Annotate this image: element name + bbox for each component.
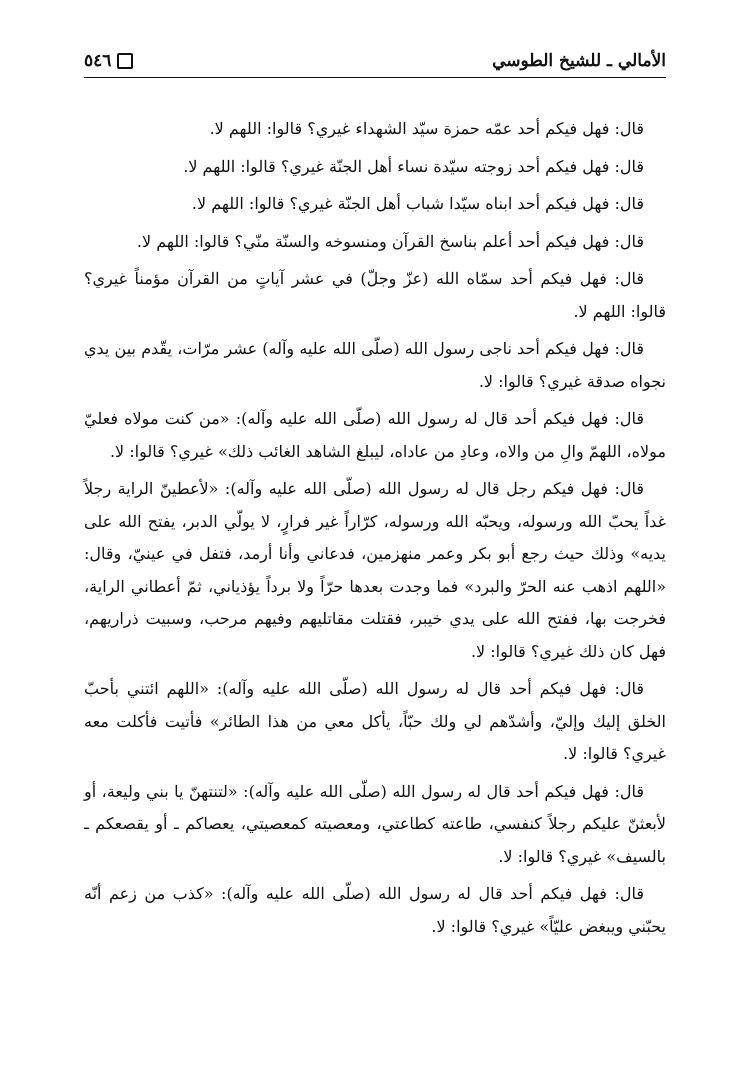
page-number-group xyxy=(84,50,133,72)
paragraph: قال: فهل فيكم أحد قال له رسول الله (صلّى الله عليه وآله): «لتنتهنّ يا بني وليعة، أو لأبعثنّ عليكم رجلاً كنفسي، طاعته كطاعتي، ومعصيته كمعصيتي، يعصاكم ـ أو يقصعكم ـ بالسيف» غيري؟ قالوا: لا. xyxy=(84,781,666,866)
paragraph: قال: فهل فيكم أحد قال له رسول الله (صلّى الله عليه وآله): «كذب من زعم أنّه يحبّني ويبغض عليّاً» غيري؟ قالوا: لا. xyxy=(84,884,666,936)
page-number: ٥٤٦ xyxy=(84,51,112,71)
paragraph: قال: فهل فيكم أحد ابناه سيّدا شباب أهل الجنّة غيري؟ قالوا: اللهم لا. xyxy=(191,194,644,213)
paragraph: قال: فهل فيكم أحد عمّه حمزة سيّد الشهداء غيري؟ قالوا: اللهم لا. xyxy=(209,119,644,138)
running-header xyxy=(84,44,666,78)
paragraph: قال: فهل فيكم أحد سمّاه الله (عزّ وجلّ) في عشر آياتٍ من القرآن مؤمناً غيري؟ قالوا: اللهم لا. xyxy=(84,269,666,321)
paragraph: قال: فهل فيكم أحد زوجته سيّدة نساء أهل الجنّة غيري؟ قالوا: اللهم لا. xyxy=(183,156,644,176)
header-divider xyxy=(84,77,666,78)
paragraph: قال: فهل فيكم أحد أعلم بناسخ القرآن ومنسوخه والسنّة منّي؟ قالوا: اللهم لا. xyxy=(136,231,644,251)
paragraph: قال: فهل فيكم أحد قال له رسول الله (صلّى الله عليه وآله): «اللهم ائتني بأحبّ الخلق إليك وإليّ، وأشدّهم لي ولك حبّاً، يأكل معي من هذا الطائر» فأتيت فأكلت معه غيري؟ قالوا: لا. xyxy=(84,679,666,763)
page-box-icon xyxy=(117,53,133,69)
body-text xyxy=(84,113,666,948)
paragraph: قال: فهل فيكم أحد قال له رسول الله (صلّى الله عليه وآله): «من كنت مولاه فعليّ مولاه، اللهمّ والِ من والاه، وعادِ من عاداه، ليبلغ الشاهد الغائب ذلك» غيري؟ قالوا: لا. xyxy=(84,409,666,461)
book-title: الأمالي ـ للشيخ الطوسي xyxy=(492,51,666,71)
paragraph: قال: فهل فيكم أحد ناجى رسول الله (صلّى الله عليه وآله) عشر مرّات، يقّدم بين يدي نجواه صدقة غيري؟ قالوا: لا. xyxy=(84,339,666,391)
paragraph: قال: فهل فيكم رجل قال له رسول الله (صلّى الله عليه وآله): «لأعطينّ الراية رجلاً غداً يحبّ الله ورسوله، ويحبّه الله ورسوله، كرّاراً غير فرارٍ، لا يولّي الدبر، يفتح الله على يديه» وذلك حيث رجع أبو بكر وعمر منهزمين، فدعاني وأنا أرمد، فتفل في عينيّ، وقال: «اللهم اذهب عنه الحرّ والبرد» فما وجدت بعدها حرّاً ولا برداً يؤذياني، ثمّ أعطاني الراية، فخرجت بها، ففتح الله على يدي خيبر، فقتلت مقاتليهم وفيهم مرحب، وسبيت ذراريهم، فهل كان ذلك غيري؟ قالوا: لا. xyxy=(84,479,666,661)
